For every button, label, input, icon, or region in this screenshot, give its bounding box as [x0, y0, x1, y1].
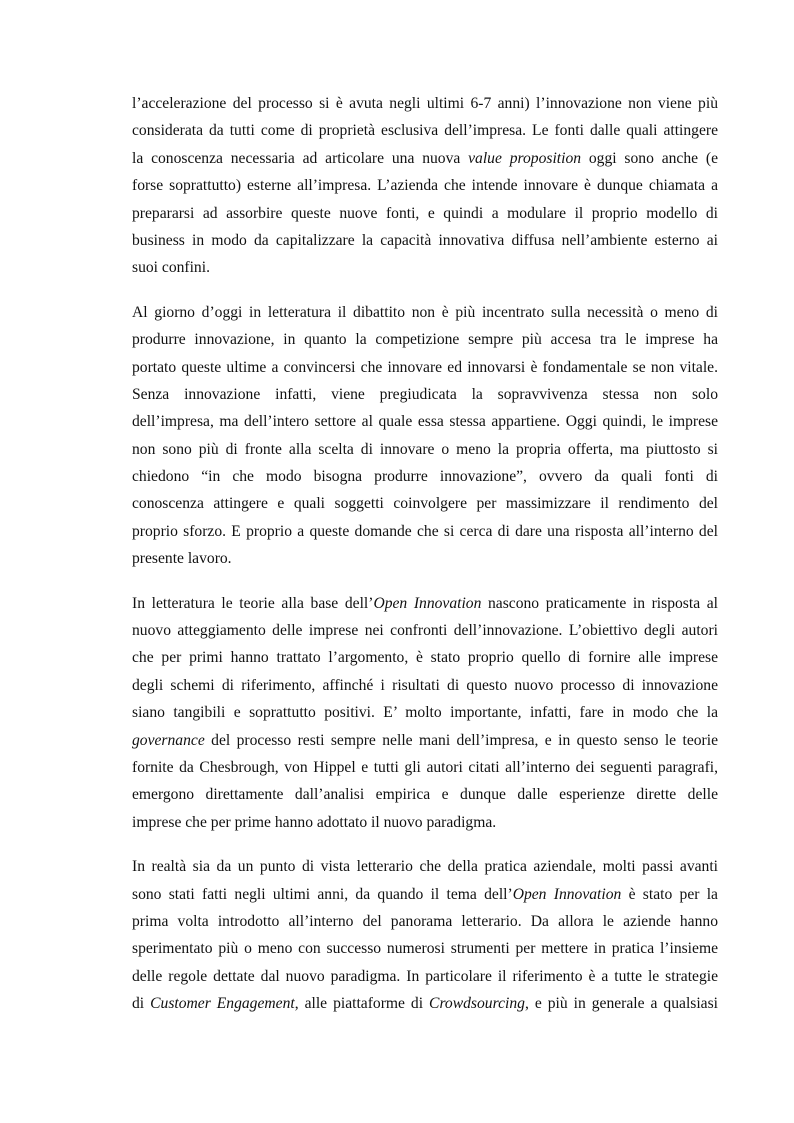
paragraph: [132, 853, 718, 1017]
text-line: [132, 881, 718, 908]
text-line: [132, 781, 718, 808]
text-segment: In realtà sia da un punto di vista letterario che della pratica aziendale, molti passi avanti: [132, 858, 718, 876]
text-segment: prepararsi ad assorbire queste nuove fonti, e quindi a modulare il proprio modello di: [132, 204, 718, 222]
text-line: [132, 200, 718, 227]
text-segment: In letteratura le teorie alla base dell’: [132, 594, 374, 612]
text-line: [132, 908, 718, 935]
text-line: [132, 117, 718, 144]
text-line: [132, 299, 718, 326]
text-line: [132, 644, 718, 671]
text-line: [132, 617, 718, 644]
text-line: [132, 254, 718, 281]
italic-term: governance: [132, 731, 205, 749]
text-line: [132, 436, 718, 463]
text-segment: dell’impresa, ma dell’intero settore al quale essa stessa appartiene. Oggi quindi, le imprese: [132, 413, 718, 431]
text-segment: Al giorno d’oggi in letteratura il dibattito non è più incentrato sulla necessità o meno di: [132, 303, 718, 321]
text-line: [132, 809, 718, 836]
text-line: [132, 853, 718, 880]
text-segment: siano tangibili e soprattutto positivi. E’ molto importante, infatti, fare in modo che la: [132, 704, 718, 722]
document-page: [132, 90, 718, 1035]
text-segment: considerata da tutti come di proprietà esclusiva dell’impresa. Le fonti dalle quali attingere: [132, 122, 718, 140]
text-segment: sono stati fatti negli ultimi anni, da quando il tema dell’: [132, 885, 513, 903]
text-segment: portato queste ultime a convincersi che innovare ed innovarsi è fondamentale se non vitale.: [132, 358, 718, 376]
text-segment: di: [132, 995, 151, 1013]
text-segment: nascono praticamente in risposta al: [481, 594, 718, 612]
text-line: [132, 145, 718, 172]
paragraph: [132, 90, 718, 282]
text-segment: forse soprattutto) esterne all’impresa. L’azienda che intende innovare è dunque chiamata a: [132, 177, 718, 195]
text-line: [132, 381, 718, 408]
text-segment: prima volta introdotto all’interno del panorama letterario. Da allora le aziende hanno: [132, 912, 718, 930]
text-segment: oggi sono anche (e: [581, 149, 718, 167]
text-segment: suoi confini.: [132, 259, 210, 277]
text-segment: emergono direttamente dall’analisi empirica e dunque dalle esperienze dirette delle: [132, 786, 718, 804]
text-line: [132, 463, 718, 490]
text-line: [132, 490, 718, 517]
italic-term: Crowdsourcing: [429, 995, 525, 1013]
text-segment: sperimentato più o meno con successo numerosi strumenti per mettere in pratica l’insieme: [132, 940, 718, 958]
text-line: [132, 754, 718, 781]
italic-term: value proposition: [468, 149, 582, 167]
text-segment: , e più in generale a qualsiasi: [524, 995, 719, 1013]
text-line: [132, 90, 718, 117]
text-segment: imprese che per prime hanno adottato il nuovo paradigma.: [132, 813, 497, 831]
text-segment: non sono più di fronte alla scelta di innovare o meno la propria offerta, ma piuttosto si: [132, 440, 718, 458]
paragraph: [132, 590, 718, 837]
text-line: [132, 590, 718, 617]
text-segment: degli schemi di riferimento, affinché i risultati di questo nuovo processo di innovazione: [132, 676, 718, 694]
italic-term: Open Innovation: [512, 885, 622, 903]
text-line: [132, 990, 718, 1017]
text-segment: è stato per la: [621, 885, 718, 903]
paragraph: [132, 299, 718, 573]
text-segment: presente lavoro.: [132, 550, 232, 568]
text-segment: fornite da Chesbrough, von Hippel e tutti gli autori citati all’interno dei seguenti paragrafi,: [132, 758, 718, 776]
text-line: [132, 672, 718, 699]
text-segment: la conoscenza necessaria ad articolare una nuova: [132, 149, 469, 167]
text-line: [132, 518, 718, 545]
text-line: [132, 326, 718, 353]
italic-term: Customer Engagement: [150, 995, 295, 1013]
text-segment: proprio sforzo. E proprio a queste domande che si cerca di dare una risposta all’interno del: [132, 522, 718, 540]
text-line: [132, 935, 718, 962]
text-line: [132, 727, 718, 754]
text-segment: delle regole dettate dal nuovo paradigma. In particolare il riferimento è a tutte le strategie: [132, 967, 718, 985]
text-line: [132, 408, 718, 435]
text-segment: l’accelerazione del processo si è avuta negli ultimi 6-7 anni) l’innovazione non viene più: [132, 95, 718, 112]
text-segment: Senza innovazione infatti, viene pregiudicata la sopravvivenza stessa non solo: [132, 385, 718, 403]
text-segment: del processo resti sempre nelle mani dell’impresa, e in questo senso le teorie: [204, 731, 718, 749]
text-line: [132, 545, 718, 572]
text-line: [132, 172, 718, 199]
text-segment: , alle piattaforme di: [294, 995, 430, 1013]
text-line: [132, 227, 718, 254]
text-line: [132, 963, 718, 990]
text-segment: business in modo da capitalizzare la capacità innovativa diffusa nell’ambiente esterno ai: [132, 231, 718, 249]
text-line: [132, 354, 718, 381]
italic-term: Open Innovation: [373, 594, 482, 612]
text-segment: produrre innovazione, in quanto la competizione sempre più accesa tra le imprese ha: [132, 331, 718, 349]
text-segment: che per primi hanno trattato l’argomento, è stato proprio quello di fornire alle imprese: [132, 649, 718, 667]
text-segment: conoscenza attingere e quali soggetti coinvolgere per massimizzare il rendimento del: [132, 495, 718, 513]
text-segment: chiedono “in che modo bisogna produrre innovazione”, ovvero da quali fonti di: [132, 468, 718, 486]
text-segment: nuovo atteggiamento delle imprese nei confronti dell’innovazione. L’obiettivo degli autori: [132, 622, 718, 640]
text-line: [132, 699, 718, 726]
